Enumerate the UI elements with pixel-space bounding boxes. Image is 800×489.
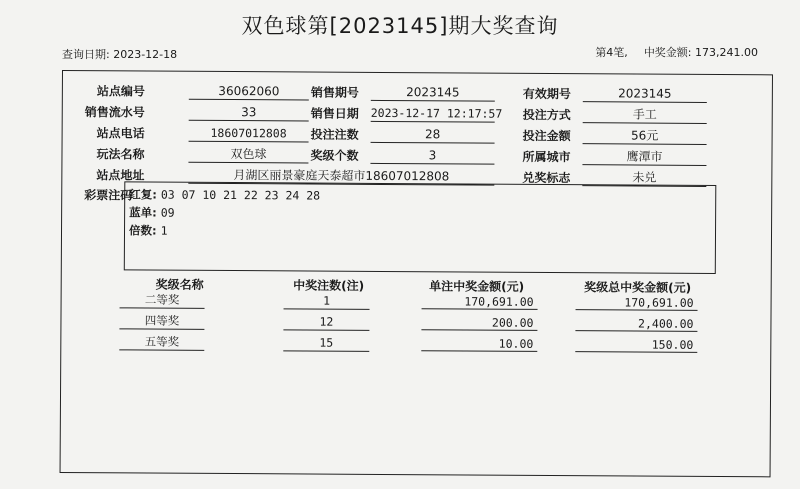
- table-row-1-name: 二等奖: [120, 291, 205, 309]
- game-name-label: 玩法名称: [96, 147, 145, 162]
- ticket-numbers-box: [124, 181, 717, 274]
- bet-amount-value: 56元: [583, 127, 707, 145]
- bet-count-label: 投注注数: [310, 127, 359, 142]
- valid-period-value: 2023145: [583, 85, 707, 103]
- sale-date-value: 2023-12-17 12:17:57: [370, 105, 503, 121]
- table-row-3-count: 15: [283, 334, 369, 352]
- station-address-value: 月湖区丽景豪庭天泰超市18607012808: [188, 167, 494, 186]
- query-result-form: [60, 70, 773, 477]
- station-phone-value: 18607012808: [189, 125, 309, 143]
- blue-ball-label: 蓝单:: [129, 205, 157, 220]
- page-title: 双色球第[2023145]期大奖查询: [241, 14, 559, 38]
- table-row-3-name: 五等奖: [119, 333, 204, 351]
- table-row-2-count: 12: [283, 313, 369, 331]
- table-row-3-total: 150.00: [575, 336, 697, 353]
- bet-method-value: 手工: [583, 106, 707, 124]
- summary-amount: 中奖金额: 173,241.00: [643, 46, 758, 59]
- redeem-status-value: 未兑: [582, 169, 706, 187]
- bet-count-value: 28: [371, 126, 495, 144]
- prize-levels-value: 3: [370, 147, 494, 165]
- sale-period-value: 2023145: [371, 84, 495, 102]
- game-name-value: 双色球: [188, 146, 308, 164]
- city-value: 鹰潭市: [582, 148, 706, 166]
- station-no-value: 36062060: [189, 83, 309, 101]
- serial-no-value: 33: [189, 104, 309, 122]
- summary-count: 第4笔,: [595, 46, 628, 59]
- sale-date-label: 销售日期: [310, 106, 359, 121]
- multiple-line: [129, 222, 168, 238]
- sale-period-label: 销售期号: [310, 85, 359, 100]
- blue-ball-line: [129, 204, 175, 220]
- col-header-win-count: 中奖注数(注): [293, 278, 365, 293]
- bet-method-label: 投注方式: [522, 107, 571, 123]
- query-date: 查询日期: 2023-12-18: [62, 48, 178, 61]
- table-row-1-unit: 170,691.00: [422, 293, 538, 310]
- station-no-label: 站点编号: [96, 84, 145, 99]
- bet-amount-label: 投注金额: [522, 128, 571, 144]
- col-header-prize-name: 奖级名称: [155, 277, 204, 292]
- table-row-1-total: 170,691.00: [576, 294, 698, 311]
- city-label: 所属城市: [522, 149, 571, 165]
- table-row-3-unit: 10.00: [421, 335, 537, 352]
- table-row-2-name: 四等奖: [119, 312, 204, 330]
- table-row-2-total: 2,400.00: [575, 315, 697, 332]
- multiple-value: 1: [160, 223, 168, 238]
- blue-ball-numbers: 09: [160, 205, 175, 220]
- station-phone-label: 站点电话: [96, 126, 145, 141]
- table-row-2-unit: 200.00: [421, 314, 537, 331]
- col-header-unit-prize: 单注中奖金额(元): [429, 279, 525, 294]
- redeem-status-label: 兑奖标志: [522, 170, 571, 186]
- red-balls-numbers: 03 07 10 21 22 23 24 28: [160, 187, 321, 203]
- multiple-label: 倍数:: [128, 223, 157, 238]
- serial-no-label: 销售流水号: [84, 105, 145, 120]
- prize-levels-label: 奖级个数: [310, 148, 359, 163]
- prize-summary: [595, 44, 758, 60]
- red-balls-line: [129, 186, 320, 203]
- table-row-1-count: 1: [284, 292, 370, 310]
- col-header-total-prize: 奖级总中奖金额(元): [584, 280, 692, 295]
- red-balls-label: 红复:: [129, 187, 157, 202]
- valid-period-label: 有效期号: [522, 86, 571, 102]
- station-address-label: 站点地址: [96, 168, 145, 183]
- ticket-numbers-label: 彩票注码: [84, 188, 133, 203]
